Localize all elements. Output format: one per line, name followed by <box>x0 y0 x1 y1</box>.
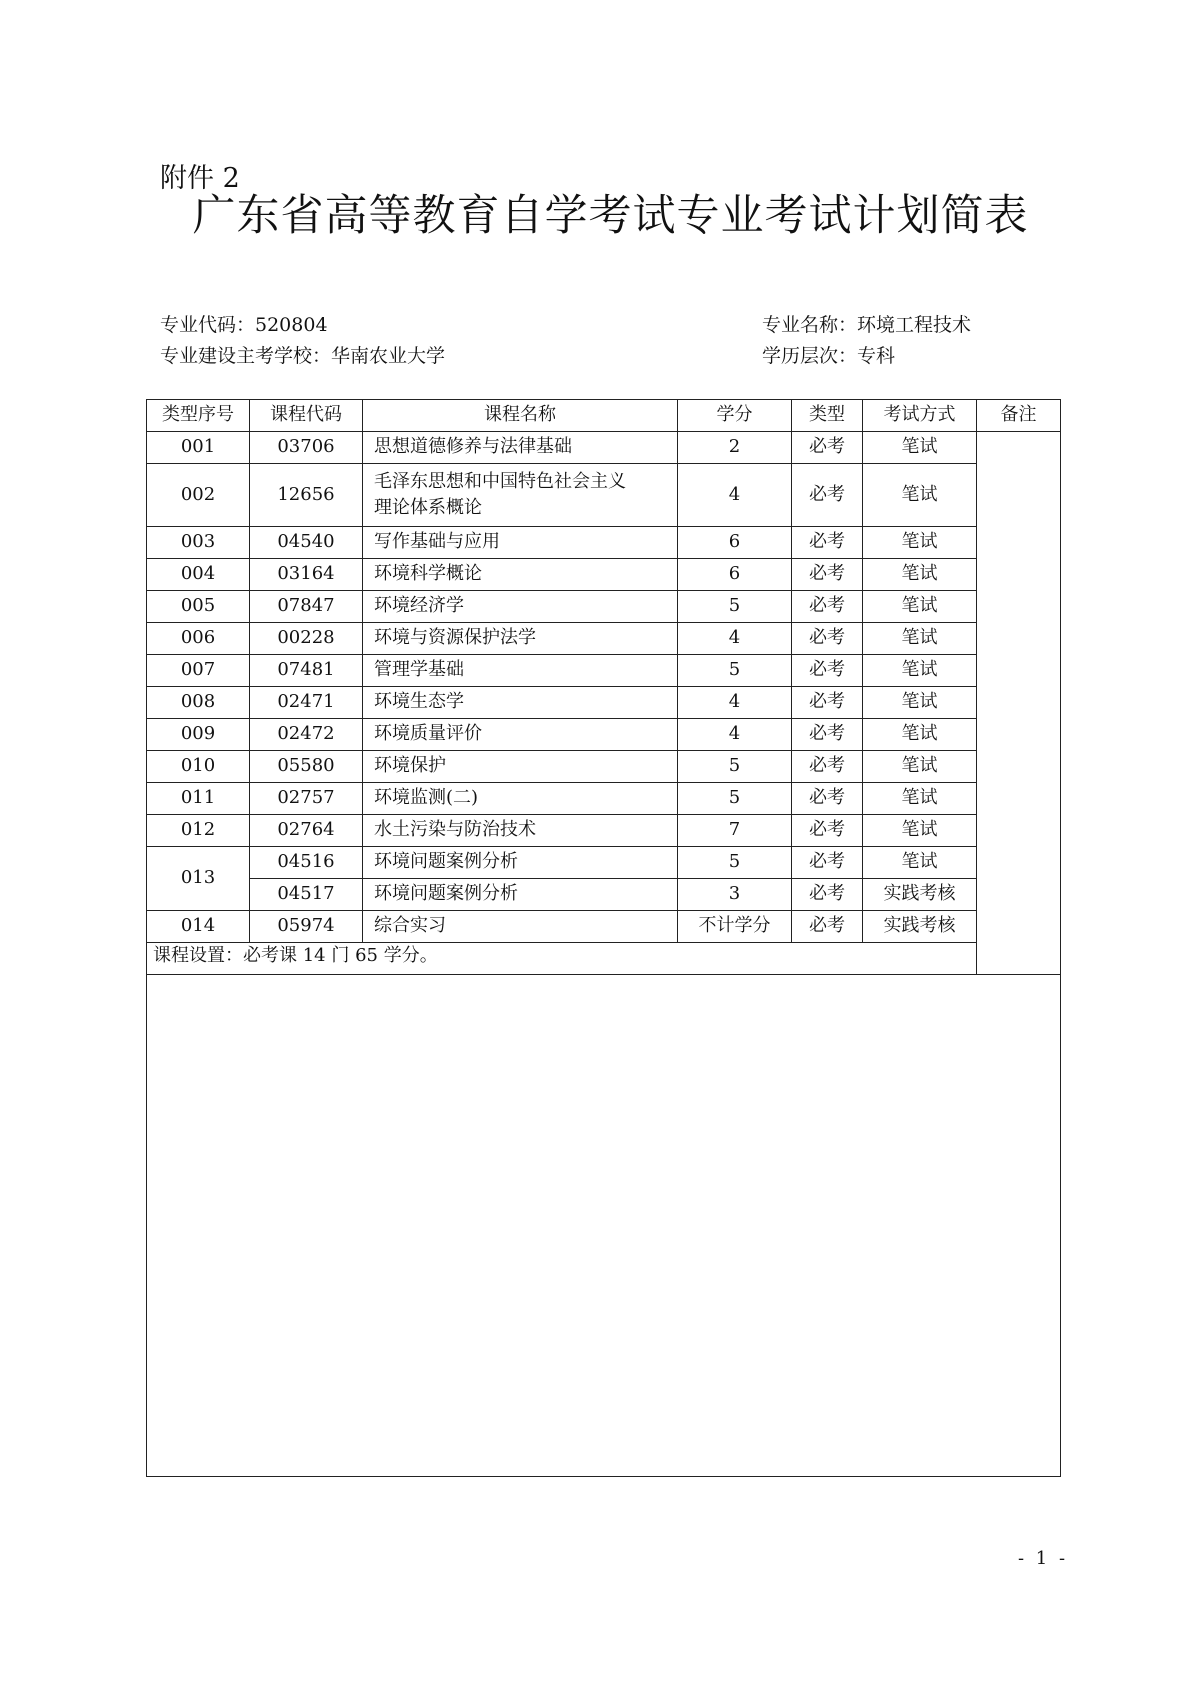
table-row <box>147 464 1061 527</box>
cell-credit: 5 <box>678 847 792 879</box>
cell-credit: 5 <box>678 655 792 687</box>
blank-area <box>147 975 1061 1477</box>
cell-type: 必考 <box>792 783 863 815</box>
attachment-label: 附件 2 <box>160 163 240 194</box>
cell-code: 03164 <box>250 559 363 591</box>
cell-name: 环境质量评价 <box>363 719 678 751</box>
cell-code: 07481 <box>250 655 363 687</box>
cell-type: 必考 <box>792 655 863 687</box>
cell-credit: 4 <box>678 687 792 719</box>
cell-type: 必考 <box>792 527 863 559</box>
cell-credit: 2 <box>678 432 792 464</box>
cell-seq: 009 <box>147 719 250 751</box>
cell-credit: 7 <box>678 815 792 847</box>
cell-name: 写作基础与应用 <box>363 527 678 559</box>
cell-type: 必考 <box>792 432 863 464</box>
cell-method: 笔试 <box>863 655 977 687</box>
cell-method: 笔试 <box>863 464 977 527</box>
exam-plan-table <box>146 399 1061 1477</box>
cell-method: 笔试 <box>863 527 977 559</box>
table-header-row <box>147 400 1061 432</box>
cell-seq: 007 <box>147 655 250 687</box>
cell-name: 环境生态学 <box>363 687 678 719</box>
header-name: 课程名称 <box>363 400 678 432</box>
page-number: - 1 - <box>1018 1548 1069 1569</box>
cell-name: 环境经济学 <box>363 591 678 623</box>
header-seq: 类型序号 <box>147 400 250 432</box>
cell-name: 思想道德修养与法律基础 <box>363 432 678 464</box>
cell-name: 环境监测(二) <box>363 783 678 815</box>
cell-method: 笔试 <box>863 847 977 879</box>
cell-type: 必考 <box>792 847 863 879</box>
cell-credit: 5 <box>678 783 792 815</box>
major-name: 专业名称：环境工程技术 <box>762 314 972 336</box>
cell-method: 实践考核 <box>863 911 977 943</box>
blank-row <box>147 975 1061 1477</box>
table-row <box>147 591 1061 623</box>
table-row <box>147 815 1061 847</box>
table-row <box>147 847 1061 879</box>
cell-seq: 002 <box>147 464 250 527</box>
cell-credit: 6 <box>678 527 792 559</box>
cell-name: 环境与资源保护法学 <box>363 623 678 655</box>
cell-name: 环境问题案例分析 <box>363 847 678 879</box>
cell-method: 笔试 <box>863 559 977 591</box>
cell-credit: 4 <box>678 464 792 527</box>
cell-seq: 001 <box>147 432 250 464</box>
table-row <box>147 432 1061 464</box>
table-row <box>147 783 1061 815</box>
cell-code: 02757 <box>250 783 363 815</box>
cell-type: 必考 <box>792 464 863 527</box>
cell-seq: 004 <box>147 559 250 591</box>
cell-credit: 4 <box>678 623 792 655</box>
cell-name: 水土污染与防治技术 <box>363 815 678 847</box>
cell-code: 12656 <box>250 464 363 527</box>
cell-credit: 4 <box>678 719 792 751</box>
cell-credit: 不计学分 <box>678 911 792 943</box>
cell-seq: 006 <box>147 623 250 655</box>
table-row <box>147 751 1061 783</box>
education-level: 学历层次：专科 <box>762 345 896 367</box>
cell-code: 02764 <box>250 815 363 847</box>
summary-row <box>147 943 1061 975</box>
cell-seq: 005 <box>147 591 250 623</box>
cell-credit: 3 <box>678 879 792 911</box>
header-remark: 备注 <box>977 400 1061 432</box>
table-row <box>147 719 1061 751</box>
cell-code: 02471 <box>250 687 363 719</box>
cell-code: 00228 <box>250 623 363 655</box>
cell-method: 笔试 <box>863 719 977 751</box>
cell-seq: 003 <box>147 527 250 559</box>
cell-name: 环境保护 <box>363 751 678 783</box>
cell-seq: 011 <box>147 783 250 815</box>
cell-type: 必考 <box>792 719 863 751</box>
header-code: 课程代码 <box>250 400 363 432</box>
cell-method: 笔试 <box>863 751 977 783</box>
cell-credit: 5 <box>678 751 792 783</box>
table-row <box>147 559 1061 591</box>
cell-type: 必考 <box>792 591 863 623</box>
table-row <box>147 623 1061 655</box>
cell-seq: 013 <box>147 847 250 911</box>
table-row <box>147 911 1061 943</box>
cell-name-line1: 毛泽东思想和中国特色社会主义 <box>374 470 626 492</box>
page-title: 广东省高等教育自学考试专业考试计划简表 <box>192 191 1029 241</box>
cell-credit: 5 <box>678 591 792 623</box>
cell-name: 管理学基础 <box>363 655 678 687</box>
cell-method: 实践考核 <box>863 879 977 911</box>
cell-method: 笔试 <box>863 783 977 815</box>
cell-type: 必考 <box>792 623 863 655</box>
cell-seq: 008 <box>147 687 250 719</box>
cell-name <box>363 464 678 527</box>
table-row <box>147 879 1061 911</box>
cell-code: 05580 <box>250 751 363 783</box>
cell-seq: 012 <box>147 815 250 847</box>
cell-code: 05974 <box>250 911 363 943</box>
cell-name: 环境科学概论 <box>363 559 678 591</box>
cell-credit: 6 <box>678 559 792 591</box>
cell-name-line2: 理论体系概论 <box>374 497 482 518</box>
cell-code: 04516 <box>250 847 363 879</box>
major-code: 专业代码：520804 <box>160 314 328 336</box>
header-method: 考试方式 <box>863 400 977 432</box>
cell-seq: 010 <box>147 751 250 783</box>
cell-method: 笔试 <box>863 687 977 719</box>
cell-code: 02472 <box>250 719 363 751</box>
course-summary: 课程设置：必考课 14 门 65 学分。 <box>147 943 1061 975</box>
table-row <box>147 655 1061 687</box>
header-credit: 学分 <box>678 400 792 432</box>
cell-method: 笔试 <box>863 815 977 847</box>
table-row <box>147 687 1061 719</box>
cell-seq: 014 <box>147 911 250 943</box>
cell-type: 必考 <box>792 879 863 911</box>
cell-name: 环境问题案例分析 <box>363 879 678 911</box>
cell-method: 笔试 <box>863 623 977 655</box>
cell-code: 04540 <box>250 527 363 559</box>
cell-type: 必考 <box>792 751 863 783</box>
cell-type: 必考 <box>792 911 863 943</box>
cell-name: 综合实习 <box>363 911 678 943</box>
header-type: 类型 <box>792 400 863 432</box>
cell-code: 04517 <box>250 879 363 911</box>
cell-method: 笔试 <box>863 591 977 623</box>
cell-type: 必考 <box>792 559 863 591</box>
cell-code: 03706 <box>250 432 363 464</box>
table-row <box>147 527 1061 559</box>
remark-cell <box>977 432 1061 975</box>
host-school: 专业建设主考学校：华南农业大学 <box>160 345 446 367</box>
cell-code: 07847 <box>250 591 363 623</box>
cell-method: 笔试 <box>863 432 977 464</box>
cell-type: 必考 <box>792 687 863 719</box>
cell-type: 必考 <box>792 815 863 847</box>
